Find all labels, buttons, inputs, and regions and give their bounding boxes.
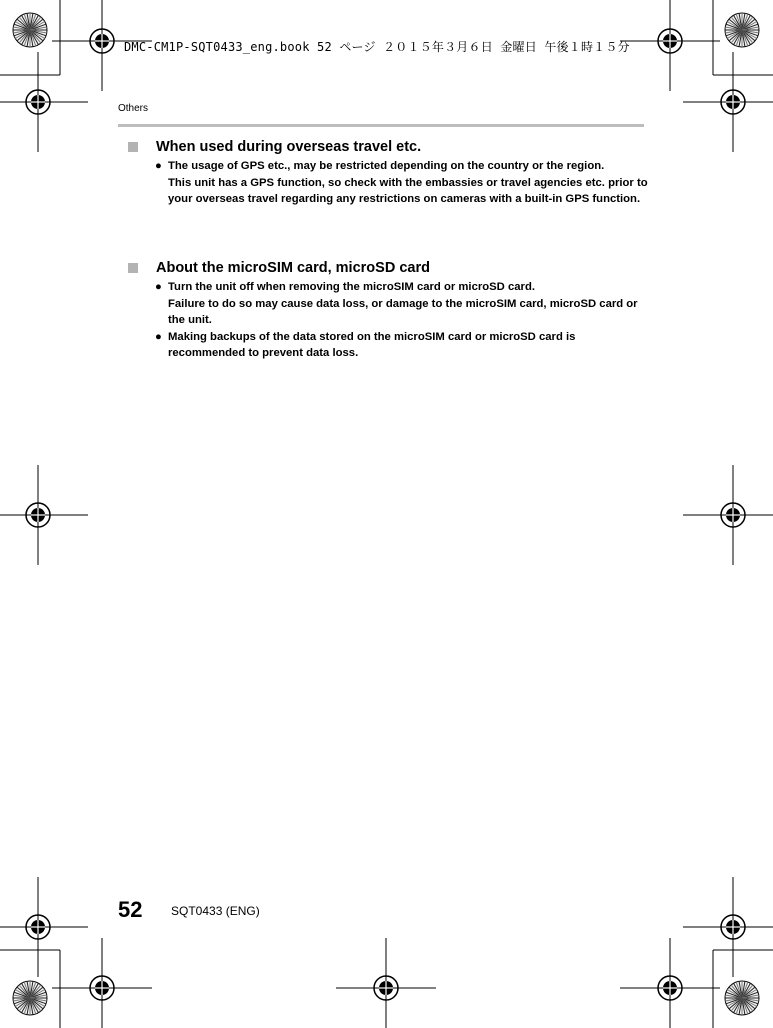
registration-mark-icon: [336, 938, 436, 1028]
list-item: [128, 158, 648, 208]
item-text: The usage of GPS etc., may be restricted depending on the country or the region.: [168, 160, 605, 172]
bullet-icon: ●: [155, 281, 162, 293]
section-overseas-travel: [128, 138, 648, 208]
registration-mark-icon: [0, 877, 88, 977]
page-number: 52: [118, 897, 143, 922]
registration-mark-icon: [620, 938, 720, 1028]
square-bullet-icon: [128, 263, 138, 273]
item-text: Failure to do so may cause data loss, or damage to the microSIM card, microSD card or the unit.: [168, 297, 638, 327]
section-heading: [128, 138, 648, 156]
bullet-icon: ●: [155, 160, 162, 172]
list-item: [128, 279, 648, 329]
section-microsim-microsd: [128, 259, 648, 362]
color-star-target-icon: [13, 13, 47, 47]
list-item: [128, 329, 648, 362]
item-text: This unit has a GPS function, so check with the embassies or travel agencies etc. prior to your overseas travel regarding any restrictions on cameras with a built-in GPS function.: [168, 176, 648, 206]
section-tag: Others: [118, 103, 149, 114]
color-star-target-icon: [13, 981, 47, 1015]
registration-mark-icon: [52, 938, 152, 1028]
item-text: Turn the unit off when removing the microSIM card or microSD card.: [168, 281, 535, 293]
section-heading: [128, 259, 648, 277]
section-heading-text: About the microSIM card, microSD card: [156, 260, 430, 276]
bullet-icon: ●: [155, 330, 162, 343]
print-header: DMC-CM1P-SQT0433_eng.book 52 ページ ２０１５年３月６日 金曜日 午後１時１５分: [124, 40, 630, 54]
registration-mark-icon: [0, 465, 88, 565]
color-star-target-icon: [725, 13, 759, 47]
registration-mark-icon: [683, 465, 773, 565]
square-bullet-icon: [128, 142, 138, 152]
color-star-target-icon: [725, 981, 759, 1015]
section-heading-text: When used during overseas travel etc.: [156, 139, 422, 155]
document-code: SQT0433 (ENG): [171, 904, 260, 918]
header-rule: [118, 124, 644, 127]
item-text: Making backups of the data stored on the microSIM card or microSD card is recommended to prevent data loss.: [168, 330, 576, 360]
registration-mark-icon: [0, 52, 88, 152]
registration-mark-icon: [683, 52, 773, 152]
registration-mark-icon: [683, 877, 773, 977]
